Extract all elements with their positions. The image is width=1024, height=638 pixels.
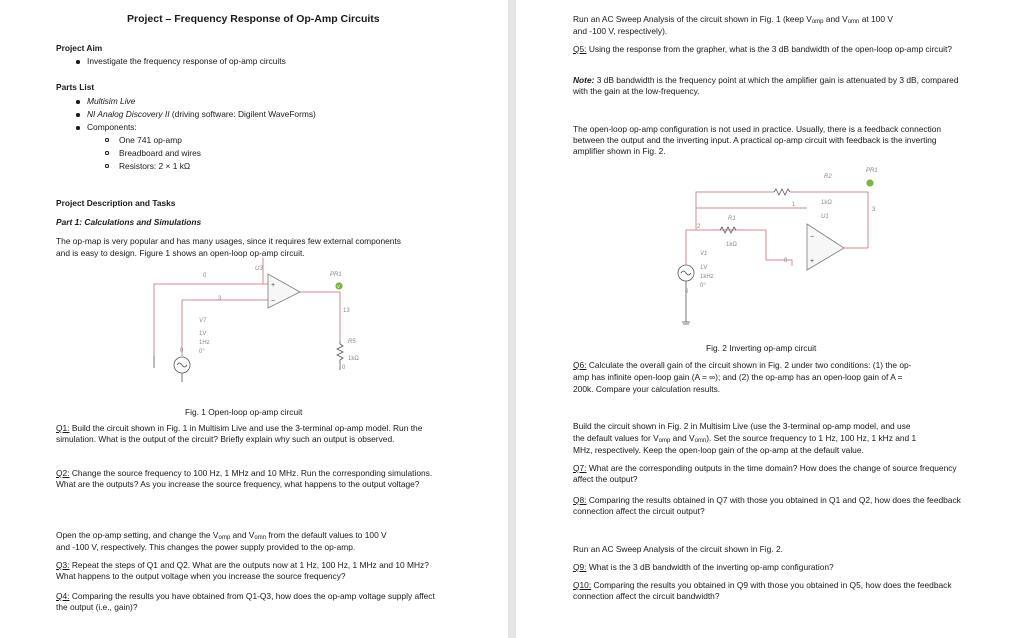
ac-sweep-line: and -100 V, respectively). [573,26,668,36]
build-line: MHz, respectively. Keep the open-loop gain of the op-amp at the default value. [573,445,864,455]
bullet-icon [76,113,80,117]
circle-bullet-icon [105,151,109,155]
fig2-source-amp: 1V [700,265,708,271]
build-line: Build the circuit shown in Fig. 2 in Multisim Live (use the 3-terminal op-amp model, and use [573,421,911,431]
resistor-r2-symbol [774,189,790,195]
bullet-icon [76,126,80,130]
fig2-circuit [666,166,886,346]
parts-item-components: Components: [87,122,137,132]
fig2-source-node: 0 [685,289,689,295]
fig1-caption: Fig. 1 Open-loop op-amp circuit [185,407,303,417]
ac-sweep-2: Run an AC Sweep Analysis of the circuit shown in Fig. 2. [573,544,783,554]
fig2-caption: Fig. 2 Inverting op-amp circuit [706,343,817,353]
fig1-source-freq: 1Hz [199,340,210,346]
fig2-r2-label: R2 [824,174,832,180]
svg-text:−: − [810,234,815,241]
question-q6: Q6: Calculate the overall gain of the circuit shown in Fig. 2 under two conditions: (1) the op- [573,360,912,370]
left-page [0,0,508,638]
fig2-source-phase: 0° [700,283,706,289]
question-q3: Q3: Repeat the steps of Q1 and Q2. What are the outputs now at 1 Hz, 100 Hz, 1 MHz and 10 MHz? What happens to the output voltage when you increase the source frequency? [56,560,429,581]
question-q8: Q8: Comparing the results obtained in Q7 with those you obtained in Q1 and Q2, how does the feedback connection affect the circuit output? [573,495,961,516]
fig1-resistor-node: 0 [342,365,346,371]
fig2-node-0: 0 [784,258,788,264]
probe-icon [866,179,873,186]
svg-text:+: + [810,258,815,265]
feedback-paragraph: The open-loop op-amp configuration is not used in practice. Usually, there is a feedback connection between the output and the inverting input. A practical op-amp circuit with feedback is the inverting amplifier shown in Fig. 2. [573,124,942,156]
fig1-opamp-label: U3 [255,266,263,272]
question-q9: Q9: What is the 3 dB bandwidth of the inverting op-amp configuration? [573,562,834,572]
question-q5: Q5: Using the response from the grapher, what is the 3 dB bandwidth of the open-loop op-amp circuit? [573,44,952,54]
resistor-symbol [337,344,343,360]
component-item: One 741 op-amp [119,135,182,145]
desc-heading: Project Description and Tasks [56,198,176,208]
question-q10: Q10: Comparing the results you obtained in Q9 with those you obtained in Q5, how does the feedback connection affect the circuit bandwidth? [573,580,952,601]
svg-text:V: V [337,284,341,289]
component-item: Resistors: 2 × 1 kΩ [119,161,191,171]
fig2-node-3: 3 [872,207,876,213]
circle-bullet-icon [105,138,109,142]
right-page [516,0,1024,638]
build-line: the default values for $V_{omp}$ and $V_{omn}$). Set the source frequency to 1 Hz, 100 Hz, 1 kHz and 1 [573,433,917,444]
question-q6-line: 200k. Compare your calculation results. [573,384,721,394]
component-item: Breadboard and wires [119,148,201,158]
fig2-r1-value: 1kΩ [726,242,737,248]
svg-text:+: + [271,282,276,289]
bullet-icon [76,100,80,104]
parts-item-multisim: Multisim Live [87,96,136,106]
fig1-source-label: V7 [199,318,207,324]
question-q4: Q4: Comparing the results you have obtained from Q1-Q3, how does the op-amp voltage supply affect the output (i.e., gain)? [56,591,435,612]
parts-heading: Parts List [56,82,95,92]
vsupply-line: and -100 V, respectively. This changes the power supply provided to the op-amp. [56,542,356,552]
question-q2: Q2: Change the source frequency to 100 Hz, 1 MHz and 10 MHz. Run the corresponding simulations. What are the outputs? As you increase the source frequency, what happens to the output voltage? [56,468,433,489]
fig1-probe-label: PR1 [330,272,342,278]
aim-item: Investigate the frequency response of op-amp circuits [87,56,286,66]
ac-sweep-line: Run an AC Sweep Analysis of the circuit shown in Fig. 1 (keep $V_{omp}$ and $V_{omn}$ at 100 V [573,14,893,25]
vsupply-line: Open the op-amp setting, and change the $V_{omp}$ and $V_{omn}$ from the default values to 100 V [56,530,387,541]
intro-line: and is easy to design. Figure 1 shows an open-loop op-amp circuit. [56,248,305,258]
fig1-resistor-label: R5 [348,339,356,345]
fig1-resistor-value: 1kΩ [348,356,359,362]
fig2-source-label: V1 [700,251,708,257]
question-q7: Q7: What are the corresponding outputs in the time domain? How does the change of source frequency affect the output? [573,463,957,484]
page-title: Project – Frequency Response of Op-Amp Circuits [127,13,380,25]
fig1-node-13: 13 [343,308,350,314]
fig2-node-2: 2 [697,224,701,230]
fig1-node-0: 0 [203,273,207,279]
fig2-opamp-label: U1 [821,214,829,220]
fig2-r1-label: R1 [728,216,736,222]
fig1-source-amp: 1V [199,331,207,337]
fig1-source-node: 0 [180,348,184,354]
part1-heading: Part 1: Calculations and Simulations [56,217,202,227]
fig2-node-1: 1 [792,202,796,208]
fig1-source-phase: 0° [199,349,205,355]
circle-bullet-icon [105,164,109,168]
parts-item-analog-discovery: NI Analog Discovery II (driving software: Digilent WaveForms) [87,109,316,119]
fig2-probe-label: PR1 [866,168,878,174]
bullet-icon [76,60,80,64]
question-q1: Q1: Build the circuit shown in Fig. 1 in Multisim Live and use the 3-terminal op-amp model. Run the simulation. What is the output of the circuit? Briefly explain why such an output is observed. [56,423,423,444]
intro-line: The op-map is very popular and has many usages, since it requires few external components [56,236,401,246]
fig2-r2-value: 1kΩ [821,200,832,206]
note: Note: 3 dB bandwidth is the frequency point at which the amplifier gain is attenuated by 3 dB, compared with the gain at the low-frequency. [573,75,959,96]
svg-text:−: − [271,298,276,305]
fig2-source-freq: 1kHz [700,274,714,280]
question-q6-line: amp has infinite open-loop gain (A = ∞); and (2) the op-amp has an open-loop gain of A = [573,372,903,382]
fig1-node-3: 3 [218,296,222,302]
aim-heading: Project Aim [56,43,103,53]
